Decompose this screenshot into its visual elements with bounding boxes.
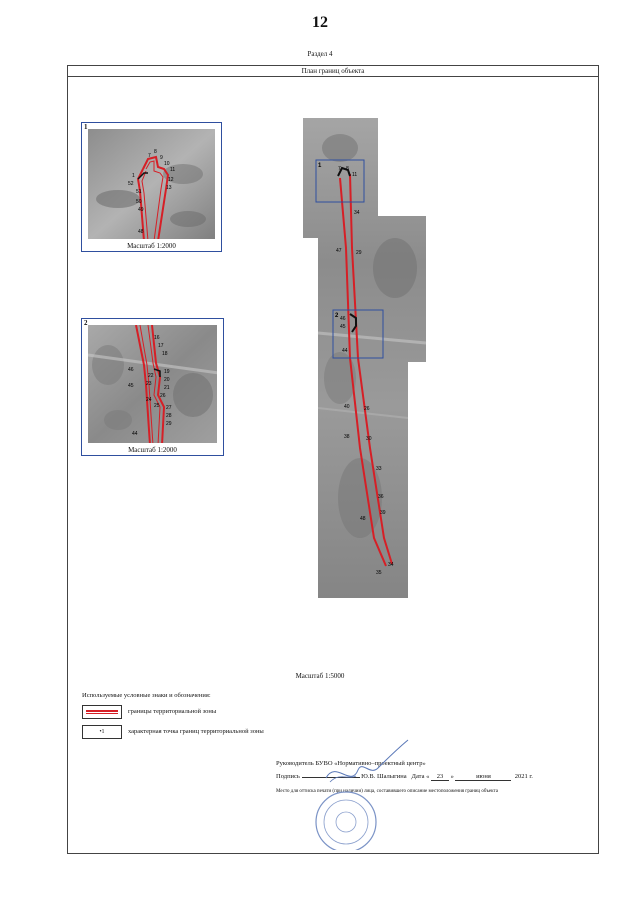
legend-swatch-boundary: [82, 705, 122, 719]
point-label: 13: [166, 185, 172, 191]
date-label: Дата «: [411, 773, 430, 780]
point-label: 30: [366, 436, 372, 442]
point-label: 33: [376, 466, 382, 472]
point-label: 22: [148, 373, 154, 379]
inset-scale-label: Масштаб 1:2000: [128, 446, 177, 454]
point-label: 11: [352, 172, 358, 178]
sign-label: Подпись: [276, 773, 300, 780]
point-label: 19: [164, 369, 170, 375]
point-label: 29: [166, 421, 172, 427]
point-label: 40: [344, 404, 350, 410]
legend-label-point: характерная точка границ территориальной зоны: [128, 728, 264, 735]
point-label: 51: [136, 189, 142, 195]
main-aerial-map: [300, 118, 430, 600]
head-line: Руководитель БУВО «Нормативно–проектный центр»: [276, 760, 426, 767]
page-number: 12: [312, 14, 328, 31]
point-label: 16: [154, 335, 160, 341]
inset-scale-label: Масштаб 1:2000: [127, 242, 176, 250]
point-label: 11: [170, 167, 176, 173]
point-label: 44: [342, 348, 348, 354]
inset-1: [81, 122, 222, 252]
point-label: 38: [344, 434, 350, 440]
point-label: 9: [160, 155, 163, 161]
point-label: 24: [146, 397, 152, 403]
point-label: 17: [158, 343, 164, 349]
point-label: 44: [132, 431, 138, 437]
point-label: 45: [128, 383, 134, 389]
plan-title: План границ объекта: [67, 65, 599, 77]
main-scale-label: Масштаб 1:5000: [295, 672, 345, 680]
inset-aerial-image: [88, 129, 215, 239]
legend-title: Используемые условные знаки и обозначения:: [82, 692, 211, 699]
point-label: 52: [128, 181, 134, 187]
date-day: 23: [431, 773, 449, 781]
inset-number: 1: [84, 123, 88, 131]
point-label: 46: [340, 316, 346, 322]
inset-1-map: [88, 129, 215, 239]
point-label: 7: [148, 153, 151, 159]
point-label: 50: [136, 199, 142, 205]
point-label: 34: [388, 562, 394, 568]
legend-label-boundary: границы территориальной зоны: [128, 708, 217, 715]
point-label: 36: [378, 494, 384, 500]
point-label: 48: [360, 516, 366, 522]
stamp-note: Место для оттиска печати (при наличии) лица, составившего описание местоположения границ объекта: [276, 789, 498, 794]
point-label: 48: [138, 229, 144, 235]
point-label: 29: [356, 250, 362, 256]
inset-2-map: [88, 325, 217, 443]
point-label: 26: [160, 393, 166, 399]
section-label: Раздел 4: [307, 50, 333, 58]
inset-number: 2: [84, 319, 88, 327]
point-label: 8: [346, 166, 349, 172]
point-label: 18: [162, 351, 168, 357]
point-label: 49: [138, 207, 144, 213]
point-label: 27: [166, 405, 172, 411]
point-label: 26: [364, 406, 370, 412]
point-label: 47: [336, 248, 342, 254]
point-label: 46: [128, 367, 134, 373]
point-label: 23: [146, 381, 152, 387]
point-label: 28: [166, 413, 172, 419]
date-mid: »: [450, 773, 454, 780]
point-label: 12: [168, 177, 174, 183]
frame-label: 2: [335, 313, 339, 319]
point-label: 7: [338, 166, 341, 172]
date-year: 2021 г.: [514, 773, 533, 780]
inset-2: [81, 318, 224, 456]
point-label: 35: [376, 570, 382, 576]
point-label: 25: [154, 403, 160, 409]
point-label: 8: [154, 149, 157, 155]
signer-name: Ю.В. Шалыгина: [361, 773, 407, 780]
point-label: 1: [132, 173, 135, 179]
point-label: 45: [340, 324, 346, 330]
point-label: 39: [380, 510, 386, 516]
point-label: 34: [354, 210, 360, 216]
frame-label: 1: [318, 163, 322, 169]
legend-swatch-point: •1: [82, 725, 122, 739]
point-label: 20: [164, 377, 170, 383]
point-label: 21: [164, 385, 170, 391]
point-label: 10: [164, 161, 170, 167]
date-month: июня: [455, 773, 511, 781]
inset-aerial-image: [88, 325, 217, 443]
signature-and-stamp: [296, 730, 426, 850]
